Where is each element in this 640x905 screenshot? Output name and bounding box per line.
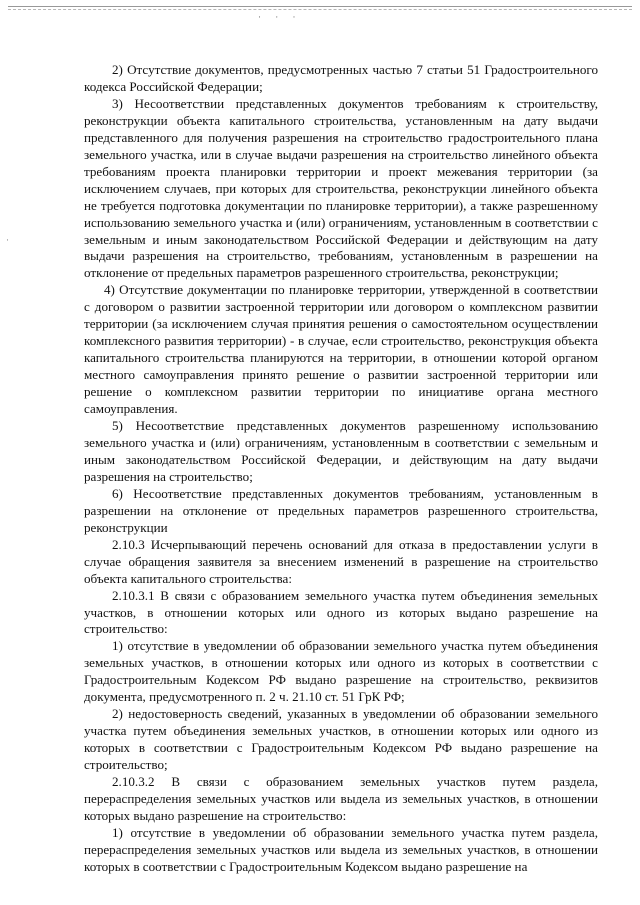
scan-edge-line [8,6,632,10]
subitem-1: 1) отсутствие в уведомлении об образовании земельного участка путем объединения земельных участков, в отношении которых или одного из которых в соответствии с Градостроительным Кодексом РФ выдано разрешение на строительство, реквизитов документа, предусмотренного п. 2 ч. 21.10 ст. 51 ГрК РФ; [84,638,598,705]
scan-artifact: · [6,235,9,245]
paragraph-item-5: 5) Несоответствие представленных документов разрешенному использованию земельного участка и (или) ограничениям, установленным в соответствии с земельным и иным законодательством Российской Федерации, и действующим на дату выдачи разрешения на строительство; [84,418,598,484]
paragraph-item-2: 2) Отсутствие документов, предусмотренных частью 7 статьи 51 Градостроительного кодекса Российской Федерации; [84,62,598,94]
subitem-2: 2) недостоверность сведений, указанных в уведомлении об образовании земельного участка путем объединения земельных участков, в отношении которых или одного из которых в соответствии с Градостроительным Кодексом РФ выдано разрешение на строительство; [84,706,598,773]
paragraph-item-6: 6) Несоответствие представленных документов требованиям, установленным в разрешении на отклонение от предельных параметров разрешенного строительства, реконструкции [84,485,598,535]
subitem-1-b: 1) отсутствие в уведомлении об образовании земельного участка путем раздела, перераспределения земельных участков или выдела из земельных участков, в отношении которых в соответствии с Градостроительным Кодексом выдано разрешение на [84,824,598,874]
paragraph-item-3: 3) Несоответствии представленных документов требованиям к строительству, реконструкции объекта капитального строительства, установленным на дату выдачи представленного для получения разрешения на строительство градостроительного плана земельного участка, или в случае выдачи разрешения на строительство линейного объекта требованиям проекта планировки территории и проект межевания территории (за исключением случаев, при которых для строительства, реконструкции линейного объекта не требуется подготовка документации по планировке территории), а также разрешенному использованию земельного участка и (или) ограничениям, установленным в соответствии с земельным и иным законодательством Российской Федерации и действующим на дату выдачи разрешения на строительство, требованиям, установленным в разрешении на отклонение от предельных параметров разрешенного строительства, реконструкции; [84,95,598,281]
section-2-10-3: 2.10.3 Исчерпывающий перечень оснований для отказа в предоставлении услуги в случае обращения заявителя за внесением изменений в разрешение на строительство объекта капитального строительства: [84,536,598,586]
section-2-10-3-2: 2.10.3.2 В связи с образованием земельных участков путем раздела, перераспределения земельных участков или выдела из земельных участков, в отношении которых выдано разрешение на строительство: [84,774,598,823]
paragraph-item-4: 4) Отсутствие документации по планировке территории, утвержденной в соответствии с договором о развитии застроенной территории или договором о комплексном развитии территории (за исключением случая принятия решения о самостоятельном осуществлении комплексного развития территории) - в случае, если строительство, реконструкция объекта капитального строительства планируются на территории, в отношении которой органом местного самоуправления принято решение о развитии застроенной территории или решение о комплексном развитии территории по инициативе органа местного самоуправления. [84,282,598,417]
section-2-10-3-1: 2.10.3.1 В связи с образованием земельного участка путем объединения земельных участков, в отношении которых или одного из которых выдано разрешение на строительство: [84,587,598,637]
scan-artifact: · · · [258,12,302,22]
document-page [84,62,598,876]
